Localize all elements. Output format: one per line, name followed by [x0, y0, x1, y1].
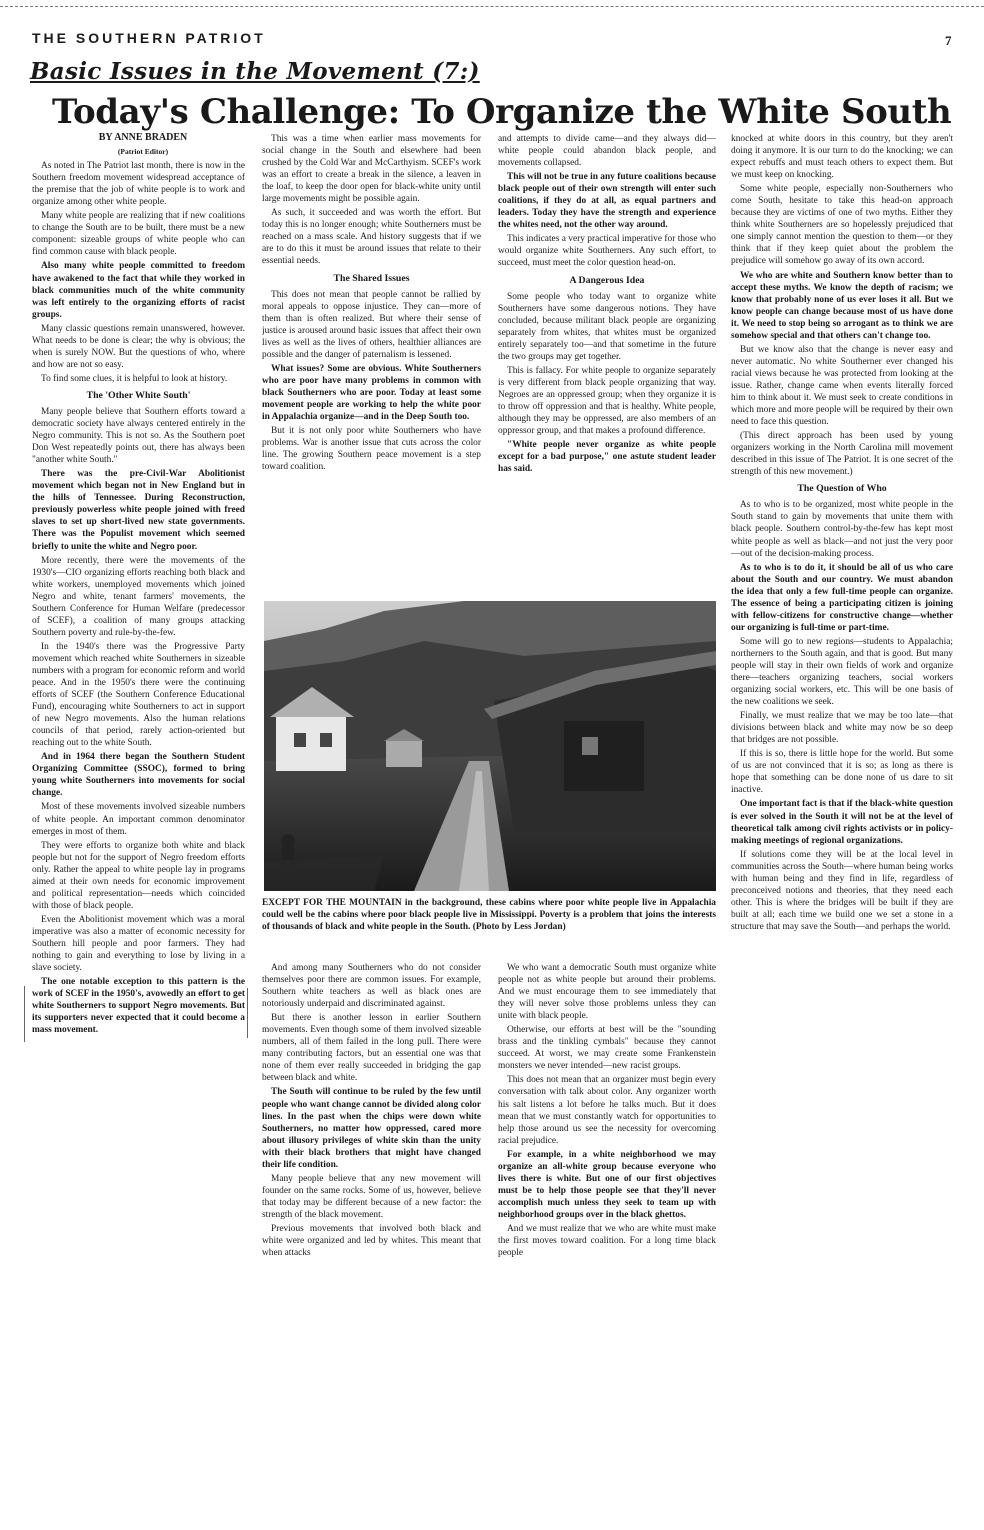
margin-mark-right: [244, 988, 248, 1038]
paragraph: And we must realize that we who are white must make the first moves toward coalition. For a long time black people: [498, 1223, 716, 1259]
paragraph: But it is not only poor white Southerners who have problems. War is another issue that cuts across the color line. The growing Southern peace movement is a step toward coalition.: [262, 426, 481, 473]
paragraph: Otherwise, our efforts at best will be the "sounding brass and the tinkling cymbals" because they cannot succeed. At worst, we may create some Frankenstein monsters we never intended—new racist groups.: [498, 1025, 716, 1072]
paragraph: They were efforts to organize both white and black people but not for the support of Negro freedom efforts only. Rather the appeal to white people lay in programs aimed at their own needs for economic improvement and political representation—needs which coincided with those of black people.: [32, 840, 245, 911]
paragraph-bold: As to who is to do it, it should be all of us who care about the South and our country. We must abandon the idea that only a few full-time people can organize. The essence of being a participating citizen is joining with fellow-citizens for constructive change—whether our organizing is full-time or part-time.: [731, 562, 953, 633]
paragraph-bold: The one notable exception to this pattern is the work of SCEF in the 1950's, avowedly an effort to get white Southerners to support Negro movements. But its supporters never expected that it could become a mass movement.: [32, 977, 245, 1036]
paragraph-bold: And in 1964 there began the Southern Student Organizing Committee (SSOC), formed to bring young white Southerners into movements for social change.: [32, 752, 245, 799]
paragraph-bold: We who are white and Southern know better than to accept these myths. We know the depth of racism; we know that probably none of us ever loses it all. But we know people can change because most of us have done it. We need to stop being so arrogant as to think we are somehow special and that others can't change too.: [731, 270, 953, 341]
paragraph: Many people believe that any new movement will founder on the same rocks. Some of us, however, believe that today may be different because of a new factor: the strength of the black movement.: [262, 1173, 481, 1220]
paragraph: This does not mean that an organizer must begin every conversation with talk about color. Any organizer worth his salt listens a lot before he talks much. But it does mean that we must constantly watch for opportunities to help those around us see the necessity for overcoming racial prejudice.: [498, 1075, 716, 1146]
paragraph-bold: There was the pre-Civil-War Abolitionist movement which began not in New England but in the hills of Tennessee. During Reconstruction, previously powerless white people joined with freed slaves to set up short-lived new state governments. There was the Populist movement which seemed briefly to unite the white and Negro poor.: [32, 469, 245, 552]
article-column-4: [731, 133, 953, 1373]
paragraph: But we know also that the change is never easy and never automatic. No white Southerner ever changed his racial views because he was protected from looking at the issue. Rather, change came when events literally forced him to think about it. We must seek to create conditions in which more and more people will be required by their own need to face this question.: [731, 344, 953, 428]
paragraph: If this is so, there is little hope for the world. But some of us are not convinced that it is so; as long as there is hope that something can be done none of us dare to sit inactive.: [731, 749, 953, 796]
paragraph: But there is another lesson in earlier Southern movements. Even though some of them involved sizeable numbers, all of them failed in the long pull. There were many contributing factors, but an essential one was that none of them ever really succeeded in bridging the gap between black and white.: [262, 1013, 481, 1084]
paragraph: Finally, we must realize that we may be too late—that divisions between black and white may now be so deep that bridges are not possible.: [731, 711, 953, 746]
paragraph: As to who is to be organized, most white people in the South stand to gain by movements that unite them with black people. Southern control-by-the-few has kept most white people as well as black—and not just the very poor—out of the decision-making process.: [731, 500, 953, 559]
paragraph: (This direct approach has been used by young organizers working in the North Carolina mill movement described in this issue of The Patriot. It is one secret of the strength of this new movement.): [731, 431, 953, 478]
paragraph-bold: For example, in a white neighborhood we may organize an all-white group because everyone who lives there is white. But one of our first objectives must be to help those people see that they'll never accomplish much unless they seek to team up with neighborhood groups over in the black ghettos.: [498, 1149, 716, 1220]
paragraph: To find some clues, it is helpful to look at history.: [41, 373, 228, 384]
paragraph: This was a time when earlier mass movements for social change in the South and elsewhere had been crushed by the Cold War and McCarthyism. SCEF's work was an effort to create a break in the silence, a leaven in the loaf, to keep the door open for black-white unity until large movements might be possible again.: [262, 134, 481, 205]
subhead: A Dangerous Idea: [569, 274, 645, 286]
paragraph: In the 1940's there was the Progressive Party movement which reached white Southerners in sizeable numbers with a program for economic reform and world peace. And in the 1950's there were the continuing efforts of SCEF (the Southern Conference Educational Fund), encouraging white Southerners to act in support of new Negro movements. Also the human relations councils of that period, rarely action-oriented but reaching out to the white South.: [32, 641, 245, 749]
byline-sub: (Patriot Editor): [117, 147, 169, 157]
paragraph: As noted in The Patriot last month, there is now in the Southern freedom movement widespread acceptance of the premise that the job of white people is to work and organize among other white people.: [32, 161, 245, 208]
article-column-3-lower: [498, 962, 716, 1374]
paragraph: Many white people are realizing that if new coalitions to change the South are to be built, there must be a new component: sizeable groups of white people who can find common cause with black people.: [32, 211, 245, 258]
masthead: THE SOUTHERN PATRIOT: [32, 30, 266, 46]
paragraph: This indicates a very practical imperative for those who would organize white Southerners. Any such effort, to succeed, must meet the color question head-on.: [498, 234, 716, 269]
page-number: 7: [945, 33, 952, 48]
paragraph: Many classic questions remain unanswered, however. What needs to be done is clear; the why is obvious; the when is surely NOW. But the questions of who, where and how are not so easy.: [32, 323, 245, 370]
paragraph: More recently, there were the movements of the 1930's—CIO organizing efforts reaching both black and white workers, unemployed movements which joined Negro and white, tenant farmers' movements, the Southern Conference for Human Welfare (predecessor of SCEF), a coalition of many groups attacking Southern poverty and rule-by-the-few.: [32, 555, 245, 638]
series-title: Basic Issues in the Movement (7:): [30, 58, 480, 85]
paragraph-bold: "White people never organize as white people except for a bad purpose," one astute student leader has said.: [498, 440, 716, 475]
paragraph: Some people who today want to organize white Southerners have some dangerous notions. They have concluded, because militant black people are organizing separately from whites, that whites must be organized entirely separately too—and that sometime in the future the two groups may get together.: [498, 291, 716, 362]
article-column-3: [498, 133, 716, 591]
paragraph-bold: One important fact is that if the black-white question is ever solved in the South it will not be at the level of theoretical talk among civil rights activists or in policy-making meetings of regional organizations.: [731, 799, 953, 846]
subhead: The Question of Who: [797, 483, 887, 495]
scan-edge-line: [0, 6, 984, 7]
paragraph: This is fallacy. For white people to organize separately is very different from black people organizing that way. Negroes are an oppressed group; when they organize it is to throw off oppression and that is healthy. White people, although they may be oppressed, are also members of an oppressor group, and that makes a profound difference.: [498, 365, 716, 437]
subhead: The Shared Issues: [333, 272, 410, 284]
headline: Today's Challenge: To Organize the White South: [52, 92, 952, 132]
photo-illustration: [264, 601, 716, 891]
paragraph: We who want a democratic South must organize white people not as white people but around their problems. And we must encourage them to see immediately that they will never solve those problems unless they can unite with black people.: [498, 963, 716, 1022]
paragraph-bold: What issues? Some are obvious. White Southerners who are poor have many problems in common with black Southerners who are poor. Today at least some movement people are working to help the white poor in Appalachia organize—and in the Deep South too.: [262, 363, 481, 423]
paragraph: As such, it succeeded and was worth the effort. But today this is no longer enough; white Southerners must be reached on a mass scale. And history suggests that if we are to do this it must be around issues that relate to their essential needs.: [262, 208, 481, 267]
paragraph: Previous movements that involved both black and white were organized and led by whites. This meant that when attacks: [262, 1223, 481, 1259]
photo-caption: EXCEPT FOR THE MOUNTAIN in the background, these cabins where poor white people live in Appalachia could well be the cabins where poor black people live in Mississippi. Poverty is a problem that joins the interests of thousands of black and white people in the South. (Photo by Less Jordan): [262, 898, 716, 932]
byline: BY ANNE BRADEN: [98, 132, 188, 143]
paragraph: Some white people, especially non-Southerners who come South, hesitate to take this head-on approach because they are victims of one of two myths. Either they think white Southerners are so hopelessly prejudiced that one simply cannot mention the question to them—or they think that if they keep quiet about the problem the prejudice will somehow go away of its own accord.: [731, 184, 953, 267]
margin-mark-left: [24, 986, 32, 1042]
paragraph-bold: This will not be true in any future coalitions because black people out of their own strength will enter such coalitions, if they do at all, as equal partners and leaders. Today they have the strength and experience the whites need, not the other way around.: [498, 172, 716, 231]
paragraph: Many people believe that Southern efforts toward a democratic society have always centered entirely in the Negro community. This is not so. As the Southern poet Don West repeatedly points out, there has always been "another white South.": [32, 406, 245, 466]
paragraph-bold: The South will continue to be ruled by the few until people who want change cannot be divided along color lines. In the past when the chips were down white Southerners, no matter how oppressed, cared more about illusory privileges of white skin than the unity with their black brothers that might have changed their life condition.: [262, 1087, 481, 1170]
paragraph: and attempts to divide came—and they always did—white people could abandon black people, and movements collapsed.: [498, 134, 716, 169]
paragraph: Even the Abolitionist movement which was a moral imperative was also a matter of economic necessity for Southern hill people and poor farmers. They had nothing to gain and everything to lose by living in a slave society.: [32, 914, 245, 974]
article-column-2-lower: [262, 962, 481, 1374]
paragraph-bold: Also many white people committed to freedom have awakened to the fact that while they worked in black communities much of the white community was left entirely to the organizing efforts of racist groups.: [32, 261, 245, 320]
subhead: The 'Other White South': [86, 389, 191, 401]
appalachia-cabins-photo: [264, 601, 716, 891]
article-column-2: [262, 133, 481, 591]
paragraph: And among many Southerners who do not consider themselves poor there are common issues. For example, Southern white teachers as well as black ones are notoriously underpaid and discriminated against.: [262, 963, 481, 1010]
paragraph: Some will go to new regions—students to Appalachia; northerners to the South again, and that is good. But many people will stay in their own fields of work and organize there—teachers organizing teachers, social workers organizing social workers, etc. This will be one basis of the new coalitions we seek.: [731, 636, 953, 708]
paragraph: Most of these movements involved sizeable numbers of white people. An important common denominator emerges in most of them.: [32, 802, 245, 837]
paragraph: knocked at white doors in this country, but they aren't doing it anymore. It is our turn to do the knocking; we can expect rebuffs and must teach others to expect them. But we must keep on knocking.: [731, 134, 953, 181]
paragraph: This does not mean that people cannot be rallied by moral appeals to oppose injustice. They can—more of them than is often realized. But where their sense of justice is aroused around basic issues that affect their own lives as well as the lives of others, healthier alliances are possible and the danger of paternalism is lessened.: [262, 289, 481, 360]
article-column-1: [32, 132, 245, 1372]
paragraph: If solutions come they will be at the local level in communities across the South—where human being works with human being and they find in life, regardless of preconceived notions and theories, that they need each other. This is where the bridges will be built if they are built at all; each time we build one we set a stone in a structure that may save the South—and perhaps the world.: [731, 849, 953, 932]
